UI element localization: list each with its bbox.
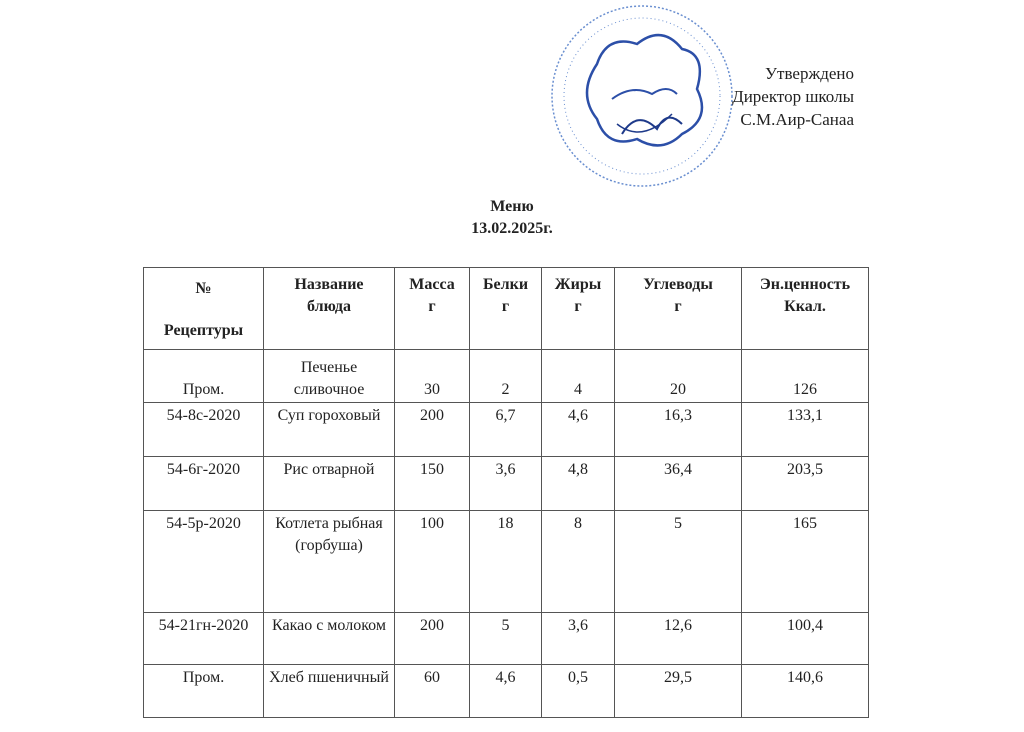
fat: 4,8 xyxy=(542,457,615,511)
approver-name: С.М.Аир-Санаа xyxy=(740,110,854,129)
recipe-code: 54-5р-2020 xyxy=(144,511,264,613)
carbs: 16,3 xyxy=(615,403,742,457)
mass: 200 xyxy=(395,403,470,457)
menu-table xyxy=(143,267,869,718)
protein: 6,7 xyxy=(470,403,542,457)
fat: 8 xyxy=(542,511,615,613)
header-recipe-number: № Рецептуры xyxy=(144,268,264,350)
dish-name: Рис отварной xyxy=(264,457,395,511)
dish-name: Какао с молоком xyxy=(264,613,395,665)
header-energy: Эн.ценность Ккал. xyxy=(742,268,869,350)
document-title: Меню xyxy=(490,198,534,215)
mass: 60 xyxy=(395,665,470,718)
table-row xyxy=(144,613,869,665)
school-seal xyxy=(542,4,742,194)
energy: 165 xyxy=(742,511,869,613)
protein: 2 xyxy=(470,350,542,403)
document-date: 13.02.2025г. xyxy=(471,220,553,237)
protein: 18 xyxy=(470,511,542,613)
table-row xyxy=(144,511,869,613)
fat: 4,6 xyxy=(542,403,615,457)
fat: 3,6 xyxy=(542,613,615,665)
header-dish-name: Название блюда xyxy=(264,268,395,350)
approval-label: Утверждено xyxy=(765,64,854,83)
recipe-code: 54-8с-2020 xyxy=(144,403,264,457)
energy: 140,6 xyxy=(742,665,869,718)
mass: 150 xyxy=(395,457,470,511)
table-row xyxy=(144,457,869,511)
fat: 4 xyxy=(542,350,615,403)
energy: 203,5 xyxy=(742,457,869,511)
table-row xyxy=(144,665,869,718)
fat: 0,5 xyxy=(542,665,615,718)
header-carbs: Углеводы г xyxy=(615,268,742,350)
recipe-code: Пром. xyxy=(144,665,264,718)
carbs: 20 xyxy=(615,350,742,403)
recipe-code: 54-6г-2020 xyxy=(144,457,264,511)
recipe-code: 54-21гн-2020 xyxy=(144,613,264,665)
carbs: 36,4 xyxy=(615,457,742,511)
carbs: 5 xyxy=(615,511,742,613)
header-fat: Жиры г xyxy=(542,268,615,350)
mass: 200 xyxy=(395,613,470,665)
mass: 30 xyxy=(395,350,470,403)
protein: 4,6 xyxy=(470,665,542,718)
carbs: 12,6 xyxy=(615,613,742,665)
dish-name: Хлеб пшеничный xyxy=(264,665,395,718)
header-protein: Белки г xyxy=(470,268,542,350)
table-header-row xyxy=(144,268,869,350)
recipe-code: Пром. xyxy=(144,350,264,403)
table-row xyxy=(144,403,869,457)
approver-position: Директор школы xyxy=(732,87,854,106)
dish-name: Суп гороховый xyxy=(264,403,395,457)
table-row xyxy=(144,350,869,403)
dish-name: Котлета рыбная (горбуша) xyxy=(264,511,395,613)
energy: 100,4 xyxy=(742,613,869,665)
energy: 126 xyxy=(742,350,869,403)
protein: 3,6 xyxy=(470,457,542,511)
protein: 5 xyxy=(470,613,542,665)
mass: 100 xyxy=(395,511,470,613)
carbs: 29,5 xyxy=(615,665,742,718)
header-mass: Масса г xyxy=(395,268,470,350)
energy: 133,1 xyxy=(742,403,869,457)
approval-block xyxy=(732,62,854,131)
dish-name: Печенье сливочное xyxy=(264,350,395,403)
